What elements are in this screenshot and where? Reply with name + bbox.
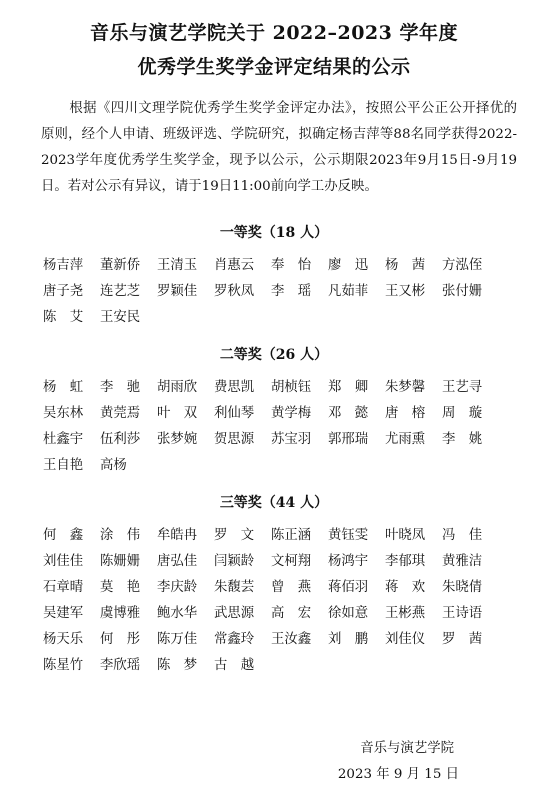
name-entry: 张梦婉 <box>157 432 198 447</box>
third-prize-heading: 三等奖（44 人） <box>219 495 329 511</box>
name-entry: 奉 怡 <box>271 258 312 273</box>
name-entry: 李 瑶 <box>271 284 312 299</box>
name-entry: 王艺寻 <box>442 380 483 395</box>
name-entry: 杨鸿宇 <box>328 554 369 569</box>
signature-organization: 音乐与演艺学院 <box>360 741 454 756</box>
name-entry: 胡雨欣 <box>157 380 198 395</box>
name-entry: 杜鑫宇 <box>43 432 84 447</box>
name-entry: 陈正涵 <box>271 528 312 543</box>
notice-body-text: 根据《四川文理学院优秀学生奖学金评定办法》，按照公平公正公开择优的原则，经个人申请、班级评选、学院研究，拟确定杨吉萍等88名同学获得2022-2023学年度优秀学生奖学金，现予以公示，公示期限2023年9月15日-9月19日。若对公示有异议，请于19日11:00前向学工办反映。 <box>41 101 517 194</box>
signature-date: 2023 年 9 月 15 日 <box>337 767 459 782</box>
notice-title-line-1: 音乐与演艺学院关于 2022–2023 学年度 <box>90 22 458 44</box>
name-entry: 刘佳佳 <box>43 554 84 569</box>
name-entry: 罗秋凤 <box>214 284 255 299</box>
name-entry: 李欣瑶 <box>100 658 141 673</box>
name-entry: 贺思源 <box>214 432 255 447</box>
name-entry: 吴东林 <box>43 406 84 421</box>
name-entry: 罗 文 <box>214 528 255 543</box>
name-entry: 高杨 <box>100 458 127 473</box>
name-entry: 石章晴 <box>43 580 84 595</box>
name-entry: 蒋佰羽 <box>328 580 369 595</box>
first-prize-heading: 一等奖（18 人） <box>219 225 329 241</box>
name-entry: 朱晓倩 <box>442 580 483 595</box>
name-entry: 王诗语 <box>442 606 483 621</box>
name-entry: 罗 茜 <box>442 632 483 647</box>
name-entry: 尤雨熏 <box>385 432 426 447</box>
name-entry: 王彬燕 <box>385 606 426 621</box>
name-entry: 凡茹菲 <box>328 284 369 299</box>
name-entry: 伍利莎 <box>100 432 141 447</box>
name-entry: 杨 茜 <box>385 258 426 273</box>
name-entry: 朱梦馨 <box>385 380 426 395</box>
name-entry: 唐 榕 <box>385 406 426 421</box>
name-entry: 曾 燕 <box>271 580 312 595</box>
name-entry: 鲍水华 <box>157 606 198 621</box>
name-entry: 郭邢瑞 <box>328 432 369 447</box>
name-entry: 杨吉萍 <box>43 258 84 273</box>
name-entry: 连艺芝 <box>100 284 141 299</box>
name-entry: 王安民 <box>100 310 141 325</box>
name-entry: 古 越 <box>214 658 255 673</box>
name-entry: 陈星竹 <box>43 658 84 673</box>
name-entry: 陈 梦 <box>157 658 198 673</box>
name-entry: 蒋 欢 <box>385 580 426 595</box>
name-entry: 邓 懿 <box>328 406 369 421</box>
name-entry: 李 驰 <box>100 380 141 395</box>
name-entry: 利仙琴 <box>214 406 255 421</box>
notice-title-line-2: 优秀学生奖学金评定结果的公示 <box>137 56 411 78</box>
name-entry: 黄学梅 <box>271 406 312 421</box>
name-entry: 唐弘佳 <box>157 554 198 569</box>
name-entry: 李 姚 <box>442 432 483 447</box>
name-entry: 吴建军 <box>43 606 84 621</box>
name-entry: 牟皓冉 <box>157 528 198 543</box>
name-entry: 朱馥芸 <box>214 580 255 595</box>
name-entry: 何 鑫 <box>43 528 84 543</box>
name-entry: 文柯翔 <box>271 554 312 569</box>
name-entry: 莫 艳 <box>100 580 141 595</box>
name-entry: 肖惠云 <box>214 258 255 273</box>
name-entry: 苏宝羽 <box>271 432 312 447</box>
name-entry: 涂 伟 <box>100 528 141 543</box>
third-prize-name-list <box>43 524 499 680</box>
name-entry: 郑 卿 <box>328 380 369 395</box>
name-entry: 黄钰雯 <box>328 528 369 543</box>
name-entry: 叶晓凤 <box>385 528 426 543</box>
name-entry: 虞博雅 <box>100 606 141 621</box>
name-entry: 闫颖龄 <box>214 554 255 569</box>
second-prize-name-list <box>43 376 499 480</box>
notice-body-paragraph <box>41 96 517 200</box>
name-entry: 冯 佳 <box>442 528 483 543</box>
name-entry: 方泓侄 <box>442 258 483 273</box>
name-entry: 唐子尧 <box>43 284 84 299</box>
name-entry: 罗颖佳 <box>157 284 198 299</box>
name-entry: 常鑫玲 <box>214 632 255 647</box>
name-entry: 周 璇 <box>442 406 483 421</box>
name-entry: 高 宏 <box>271 606 312 621</box>
name-entry: 杨 虹 <box>43 380 84 395</box>
name-entry: 张付姗 <box>442 284 483 299</box>
name-entry: 黄雅洁 <box>442 554 483 569</box>
name-entry: 陈姗姗 <box>100 554 141 569</box>
name-entry: 李郁琪 <box>385 554 426 569</box>
name-entry: 黄莞焉 <box>100 406 141 421</box>
first-prize-name-list <box>43 254 499 332</box>
name-entry: 董新侨 <box>100 258 141 273</box>
name-entry: 陈 艾 <box>43 310 84 325</box>
name-entry: 武思源 <box>214 606 255 621</box>
name-entry: 叶 双 <box>157 406 198 421</box>
name-entry: 李庆龄 <box>157 580 198 595</box>
name-entry: 何 彤 <box>100 632 141 647</box>
name-entry: 刘 鹏 <box>328 632 369 647</box>
name-entry: 王又彬 <box>385 284 426 299</box>
name-entry: 王自艳 <box>43 458 84 473</box>
name-entry: 廖 迅 <box>328 258 369 273</box>
name-entry: 王清玉 <box>157 258 198 273</box>
name-entry: 胡桢钰 <box>271 380 312 395</box>
name-entry: 徐如意 <box>328 606 369 621</box>
name-entry: 杨天乐 <box>43 632 84 647</box>
name-entry: 陈万佳 <box>157 632 198 647</box>
name-entry: 王汝鑫 <box>271 632 312 647</box>
name-entry: 费思凯 <box>214 380 255 395</box>
name-entry: 刘佳仪 <box>385 632 426 647</box>
second-prize-heading: 二等奖（26 人） <box>219 347 329 363</box>
